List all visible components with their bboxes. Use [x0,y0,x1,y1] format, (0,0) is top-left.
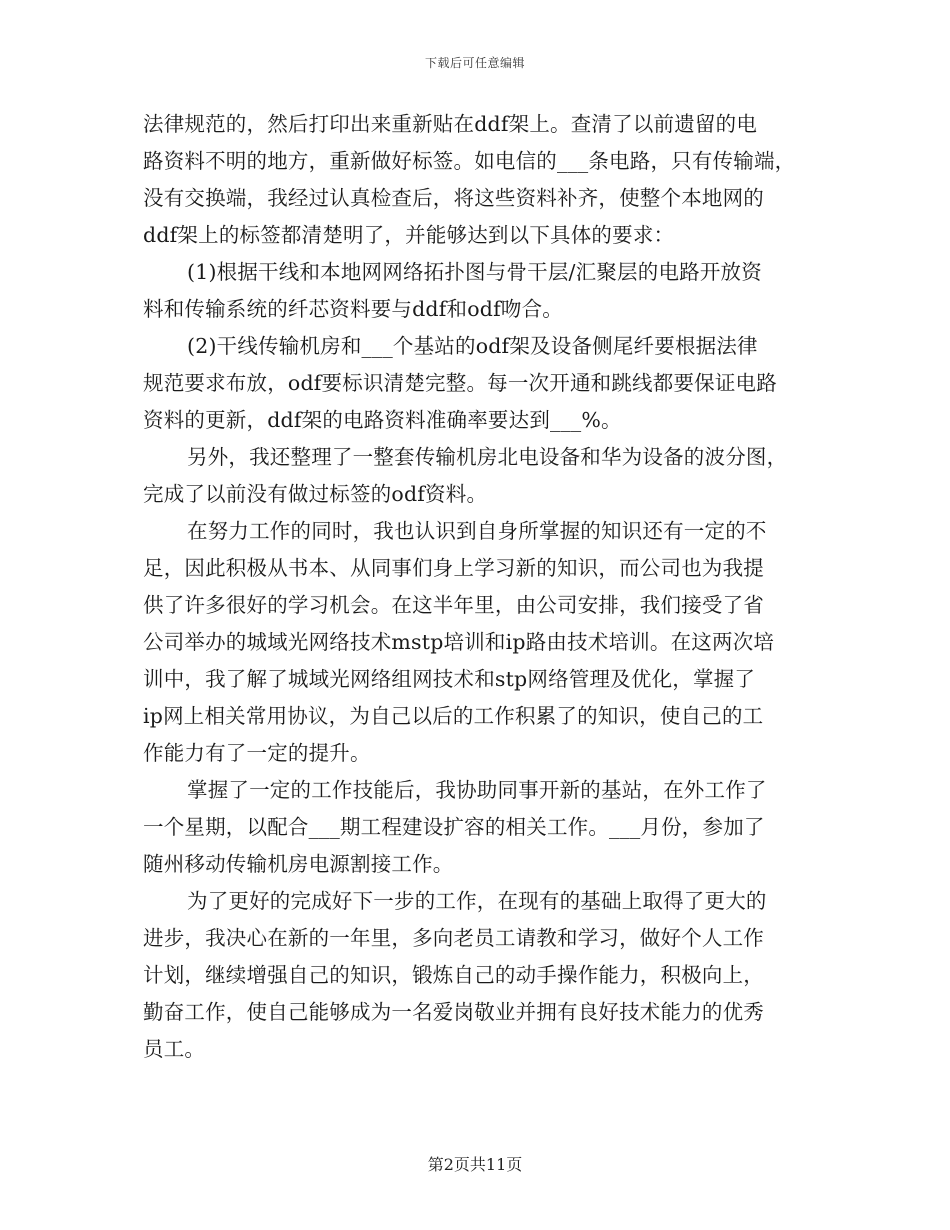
page-header: 下载后可任意编辑 [424,56,525,70]
text-line: 法律规范的，然后打印出来重新贴在ddf架上。查清了以前遗留的电 [143,112,758,136]
text-line: 规范要求布放，odf要标识清楚完整。每一次开通和跳线都要保证电路 [143,371,777,395]
text-line: 计划，继续增强自己的知识，锻炼自己的动手操作能力，积极向上， [143,963,764,987]
text-line: (2)干线传输机房和___个基站的odf架及设备侧尾纤要根据法律 [187,334,758,358]
text-line: 为了更好的完成好下一步的工作，在现有的基础上取得了更大的 [187,889,767,913]
text-line: 作能力有了一定的提升。 [143,741,371,765]
text-line: 公司举办的城域光网络技术mstp培训和ip路由技术培训。在这两次培 [143,630,775,654]
text-line: 在努力工作的同时，我也认识到自身所掌握的知识还有一定的不 [187,519,767,543]
text-line: 没有交换端，我经过认真检查后，将这些资料补齐，使整个本地网的 [143,186,764,210]
text-line: 路资料不明的地方，重新做好标签。如电信的___条电路，只有传输端， [143,149,796,173]
text-line: ddf架上的标签都清楚明了，并能够达到以下具体的要求： [143,223,675,247]
text-line: 勤奋工作，使自己能够成为一名爱岗敬业并拥有良好技术能力的优秀 [143,1000,764,1024]
text-line: 员工。 [143,1037,206,1061]
text-line: 随州移动传输机房电源割接工作。 [143,852,454,876]
document-body [143,106,823,1068]
text-line: 供了许多很好的学习机会。在这半年里，由公司安排，我们接受了省 [143,593,764,617]
page-number: 第2页共11页 [427,1155,523,1174]
text-line: 另外，我还整理了一整套传输机房北电设备和华为设备的波分图， [187,445,788,469]
text-line: 完成了以前没有做过标签的odf资料。 [143,482,488,506]
text-line: 料和传输系统的纤芯资料要与ddf和odf吻合。 [143,297,563,321]
text-line: ip网上相关常用协议，为自己以后的工作积累了的知识，使自己的工 [143,704,764,728]
text-line: (1)根据干线和本地网网络拓扑图与骨干层/汇聚层的电路开放资 [187,260,762,284]
text-line: 训中，我了解了城域光网络组网技术和stp网络管理及优化，掌握了 [143,667,756,691]
text-line: 进步，我决心在新的一年里，多向老员工请教和学习，做好个人工作 [143,926,764,950]
text-line: 掌握了一定的工作技能后，我协助同事开新的基站，在外工作了 [187,778,767,802]
text-line: 一个星期，以配合___期工程建设扩容的相关工作。___月份，参加了 [143,815,765,839]
text-line: 足，因此积极从书本、从同事们身上学习新的知识，而公司也为我提 [143,556,764,580]
text-line: 资料的更新，ddf架的电路资料准确率要达到___%。 [143,408,622,432]
